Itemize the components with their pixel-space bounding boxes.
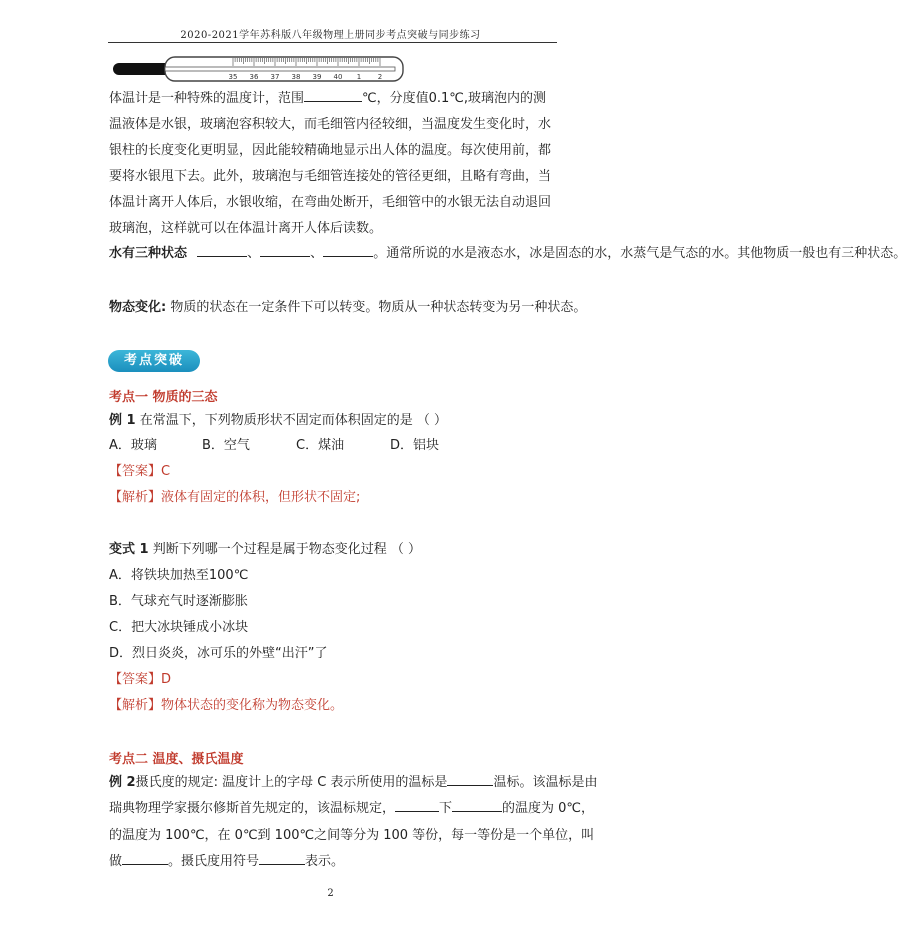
- intro-text-b: ℃，分度值0.1℃,玻璃泡内的测温液体是水银，玻璃泡容积较大，而毛细管内径较细，当温度发生变化时，水银柱的长度变化更明显，因此能较精确地显示出人体的温度。每次使用前，都要将水银甩下去。此外，玻璃泡与毛细管连接处的管径更细，且略有弯曲，当体温计离开人体后，水银收缩，在弯曲处断开，毛细管中的水银无法自动退回玻璃泡，这样就可以在体温计离开人体后读数。: [109, 91, 552, 236]
- kp1-example: [109, 411, 447, 431]
- kp2-example-label: 例 2: [109, 775, 136, 790]
- kp1-example-label: 例 1: [109, 413, 136, 428]
- thermometer-scale-label: 40: [333, 73, 343, 81]
- section-pill-kaodian: 考点突破: [108, 350, 200, 372]
- kp1-title: 考点一 物质的三态: [109, 390, 218, 405]
- thermometer-scale-label: 2: [377, 73, 383, 81]
- kp1-options: [109, 436, 439, 456]
- state-blank-1[interactable]: [197, 244, 247, 257]
- intro-paragraph: [109, 86, 554, 242]
- kp1-analysis: [109, 488, 360, 508]
- intro-text-a: 体温计是一种特殊的温度计，范围: [109, 91, 305, 106]
- kp1-option-a[interactable]: A．玻璃: [109, 438, 157, 453]
- unit-blank[interactable]: [122, 852, 168, 865]
- kp1-option-d[interactable]: D．铝块: [390, 438, 440, 453]
- state-change-line: [109, 298, 586, 318]
- header-rule: [108, 42, 557, 43]
- thermometer-scale-label: 39: [312, 73, 322, 81]
- kp2-line-3: [109, 826, 594, 846]
- kp2-text-3: 的温度为 100℃，在 0℃到 100℃之间等分为 100 等份，每一等份是一个单位，叫: [109, 828, 595, 843]
- kp2-title: 考点二 温度、摄氏温度: [109, 752, 244, 767]
- range-blank[interactable]: [304, 89, 362, 102]
- kp2-line-4: [109, 852, 344, 872]
- zero-point-blank[interactable]: [452, 799, 502, 812]
- thermometer-scale-label: 38: [291, 73, 301, 81]
- var1-analysis: [109, 696, 343, 716]
- kp1-answer: [109, 462, 170, 482]
- scale-blank[interactable]: [447, 773, 493, 786]
- var1-option-c[interactable]: C．把大冰块锤成小冰块: [109, 620, 249, 635]
- thermometer-bulb: [113, 63, 173, 75]
- page-number: 2: [327, 888, 334, 899]
- var1-answer-label: 【答案】: [109, 672, 162, 687]
- var1-answer-value: D: [161, 672, 172, 687]
- thermometer-scale-label: 36: [249, 73, 259, 81]
- kp1-answer-value: C: [161, 464, 171, 479]
- var1-analysis-text: 物体状态的变化称为物态变化。: [161, 698, 344, 713]
- sep-2: 、: [310, 246, 324, 261]
- var1-option-a[interactable]: A．将铁块加热至100℃: [109, 568, 249, 583]
- kp2-text-4a: 做: [109, 854, 123, 869]
- thermometer-capillary: [165, 67, 395, 71]
- kp1-answer-label: 【答案】: [109, 464, 162, 479]
- thermometer-scale-label: 37: [270, 73, 280, 81]
- state-change-text: 物质的状态在一定条件下可以转变。物质从一种状态转变为另一种状态。: [170, 300, 587, 315]
- var1-analysis-label: 【解析】: [109, 698, 162, 713]
- water-states-line: [109, 244, 906, 264]
- water-states-label: 水有三种状态: [109, 246, 188, 261]
- state-change-label: 物态变化:: [109, 300, 167, 315]
- var1-label: 变式 1: [109, 542, 149, 557]
- kp2-text-4b: 。摄氏度用符号: [168, 854, 260, 869]
- kp2-text-4c: 表示。: [305, 854, 345, 869]
- sep-1: 、: [247, 246, 261, 261]
- var1-question: [109, 540, 421, 560]
- var1-text: 判断下列哪一个过程是属于物态变化过程 （ ）: [152, 542, 421, 557]
- var1-option-b[interactable]: B．气球充气时逐渐膨胀: [109, 594, 248, 609]
- thermometer-scale-label: 35: [228, 73, 238, 81]
- condition-blank[interactable]: [395, 799, 439, 812]
- state-blank-3[interactable]: [323, 244, 373, 257]
- kp2-line-1: [109, 773, 597, 793]
- thermometer-scale-label: 1: [356, 73, 362, 81]
- thermometer-illustration: [113, 54, 405, 86]
- water-states-text: 。通常所说的水是液态水，冰是固态的水，水蒸气是气态的水。其他物质一般也有三种状态。: [373, 246, 906, 261]
- kp1-option-b[interactable]: B．空气: [202, 438, 250, 453]
- kp1-option-c[interactable]: C．煤油: [296, 438, 345, 453]
- page-header: 2020-2021学年苏科版八年级物理上册同步考点突破与同步练习: [180, 30, 481, 41]
- kp2-text-2a: 瑞典物理学家摄尔修斯首先规定的，该温标规定，: [109, 801, 396, 816]
- kp2-line-2: [109, 799, 594, 819]
- state-blank-2[interactable]: [260, 244, 310, 257]
- var1-answer: [109, 670, 171, 690]
- kp1-example-text: 在常温下，下列物质形状不固定而体积固定的是 （ ）: [139, 413, 447, 428]
- kp1-analysis-label: 【解析】: [109, 490, 162, 505]
- kp2-text-2c: 的温度为 0℃，: [502, 801, 595, 816]
- symbol-blank[interactable]: [259, 852, 305, 865]
- kp1-analysis-text: 液体有固定的体积，但形状不固定;: [161, 490, 361, 505]
- var1-option-d[interactable]: D．烈日炎炎，冰可乐的外壁“出汗”了: [109, 646, 328, 661]
- kp2-text-1a: 摄氏度的规定: 温度计上的字母 C 表示所使用的温标是: [135, 775, 448, 790]
- kp2-text-2b: 下: [439, 801, 453, 816]
- kp2-text-1b: 温标。该温标是由: [493, 775, 598, 790]
